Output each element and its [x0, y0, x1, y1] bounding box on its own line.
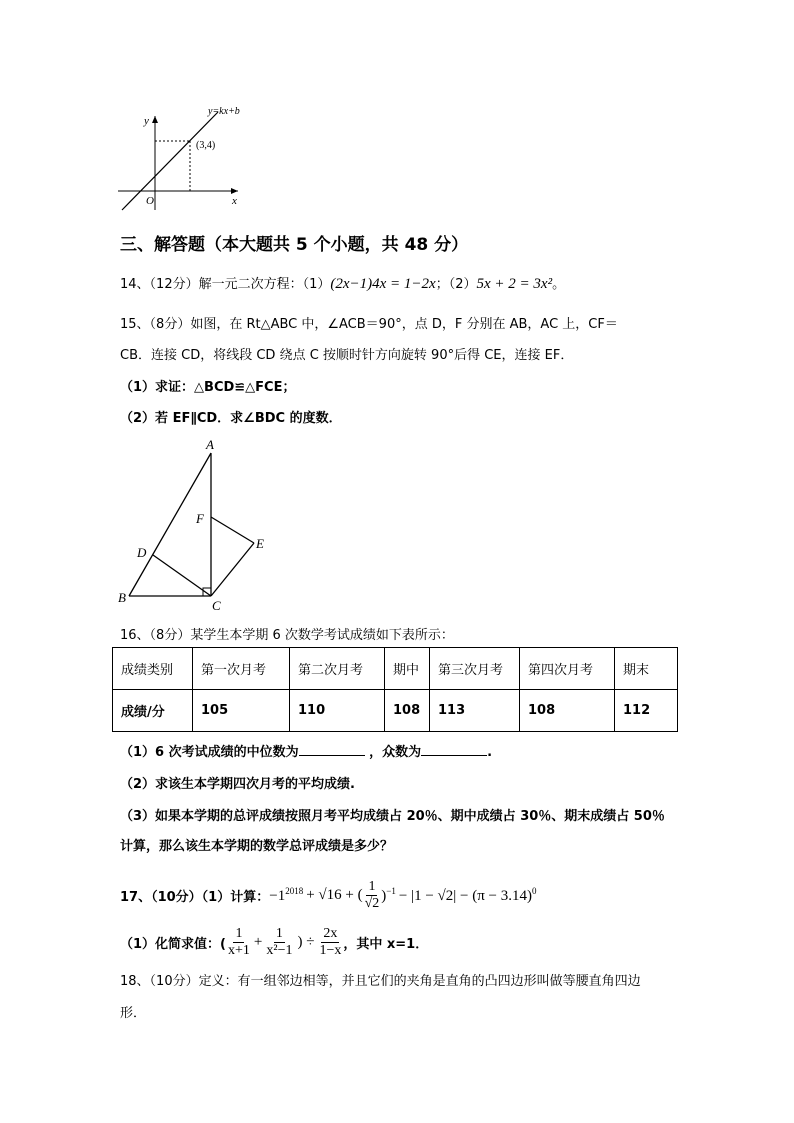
q17-expr-c: )$^{-1}$ [381, 885, 396, 904]
table-cell: 108 [520, 690, 615, 732]
origin-label: O [146, 195, 154, 207]
segment-FE [211, 517, 254, 543]
q16-sub1-text-b: ，众数为 [369, 745, 422, 760]
segment-CE [211, 543, 254, 596]
q15-line-2: CB．连接 CD，将线段 CD 绕点 C 按顺时针方向旋转 90°后得 CE，连接 EF． [120, 348, 574, 363]
q14-part1-label: （1） [302, 277, 331, 292]
q16-sub-2: （2）求该生本学期四次月考的平均成绩. [120, 777, 355, 792]
q17-head: 17、（10分）（1）计算： [120, 889, 270, 905]
division-sign: ) ÷ [297, 933, 315, 950]
q14-separator: ； [435, 277, 449, 292]
section-title: 三、解答题（本大题共 5 个小题，共 48 分） [120, 235, 469, 255]
fraction-numerator: 1 [275, 926, 283, 942]
q17-expr-b: + √16 + ( [306, 886, 363, 903]
triangle-figure [110, 435, 280, 615]
table-row [113, 690, 678, 732]
function-line [122, 112, 218, 210]
q17-expr-d: − $|1 - √2| - (\pi - 3.14)^0$ [398, 885, 537, 904]
q15-line-1: 15、（8分）如图，在 Rt△ABC 中，∠ACB＝90°，点 D，F 分别在 AB，AC 上，CF＝ [120, 317, 618, 332]
table-cell: 成绩类别 [113, 648, 193, 690]
fraction-denominator: x+1 [228, 942, 250, 958]
q17-part2-end: ，其中 x=1． [343, 936, 429, 952]
q14-end: 。 [552, 277, 566, 292]
q14-equation-1: (2x−1)4x = 1−2x [330, 276, 436, 292]
label-D: D [137, 545, 147, 560]
q17-part-2 [120, 920, 428, 964]
q14-equation-2: 5x + 2 = 3x² [476, 276, 553, 292]
table-cell: 第三次月考 [430, 648, 520, 690]
q14-head: 14、（12分）解一元二次方程： [120, 277, 303, 292]
table-cell: 期中 [385, 648, 430, 690]
x-axis-label: x [232, 195, 237, 207]
table-cell: 113 [430, 690, 520, 732]
label-E: E [256, 536, 264, 551]
q15-sub-2: （2）若 EF∥CD．求∠BDC 的度数． [120, 411, 342, 426]
q15-sub-1: （1）求证：△BCD≌△FCE； [120, 380, 296, 395]
exponent: 0 [532, 885, 537, 896]
q16-sub-3-line-1: （3）如果本学期的总评成绩按照月考平均成绩占 20％、期中成绩占 30％、期末成绩占 50％ [120, 809, 665, 824]
scores-table [112, 647, 678, 732]
median-answer-blank[interactable] [299, 743, 365, 756]
q16-sub-1 [120, 741, 492, 760]
table-cell: 期末 [615, 648, 678, 690]
linear-function-graph [110, 100, 270, 215]
q17-fraction-2 [226, 926, 252, 958]
q16-sub1-text-c: . [487, 745, 493, 760]
y-axis-label: y [144, 115, 149, 127]
fraction-denominator: x²−1 [266, 942, 293, 958]
label-F: F [196, 511, 204, 526]
q17-part2-label: （1）化简求值：( [120, 936, 226, 952]
q17-fraction-1 [363, 879, 382, 911]
table-header-row [113, 648, 678, 690]
q16-head: 16、（8分）某学生本学期 6 次数学考试成绩如下表所示： [120, 628, 454, 643]
table-cell: 112 [615, 690, 678, 732]
q14-part2-label: （2） [448, 277, 477, 292]
table-cell: 第一次月考 [193, 648, 290, 690]
table-cell: 成绩/分 [113, 690, 193, 732]
exponent: −1 [386, 885, 396, 896]
q16-sub1-text-a: （1）6 次考试成绩的中位数为 [120, 745, 299, 760]
table-cell: 第二次月考 [290, 648, 385, 690]
exponent: 2018 [285, 885, 304, 896]
q18-line-1: 18、（10分）定义：有一组邻边相等，并且它们的夹角是直角的凸四边形叫做等腰直角四边 [120, 974, 641, 989]
line-equation-label: y=kx+b [208, 106, 240, 117]
q17-fraction-4 [317, 926, 343, 958]
segment-CD [153, 555, 211, 596]
label-C: C [212, 598, 221, 613]
q17-part-1 [120, 872, 537, 918]
label-A: A [206, 437, 214, 452]
fraction-numerator: 2x [323, 926, 338, 942]
table-cell: 第四次月考 [520, 648, 615, 690]
table-cell: 110 [290, 690, 385, 732]
fraction-denominator: √2 [364, 895, 380, 911]
q18-line-2: 形． [120, 1006, 147, 1021]
question-14 [120, 273, 565, 293]
label-B: B [118, 590, 126, 605]
plus-sign: + [253, 933, 263, 950]
fraction-denominator: 1−x [319, 942, 342, 958]
fraction-numerator: 1 [368, 879, 376, 895]
table-cell: 108 [385, 690, 430, 732]
x-axis-arrow-icon [231, 188, 238, 194]
mode-answer-blank[interactable] [421, 743, 487, 756]
point-label: (3,4) [196, 140, 216, 151]
q17-expr-a: $-1^{2018}$ [269, 885, 304, 904]
fraction-numerator: 1 [235, 926, 243, 942]
table-cell: 105 [193, 690, 290, 732]
y-axis-arrow-icon [152, 116, 158, 123]
q16-sub-3-line-2: 计算，那么该生本学期的数学总评成绩是多少？ [120, 839, 394, 854]
q17-fraction-3 [264, 926, 294, 958]
